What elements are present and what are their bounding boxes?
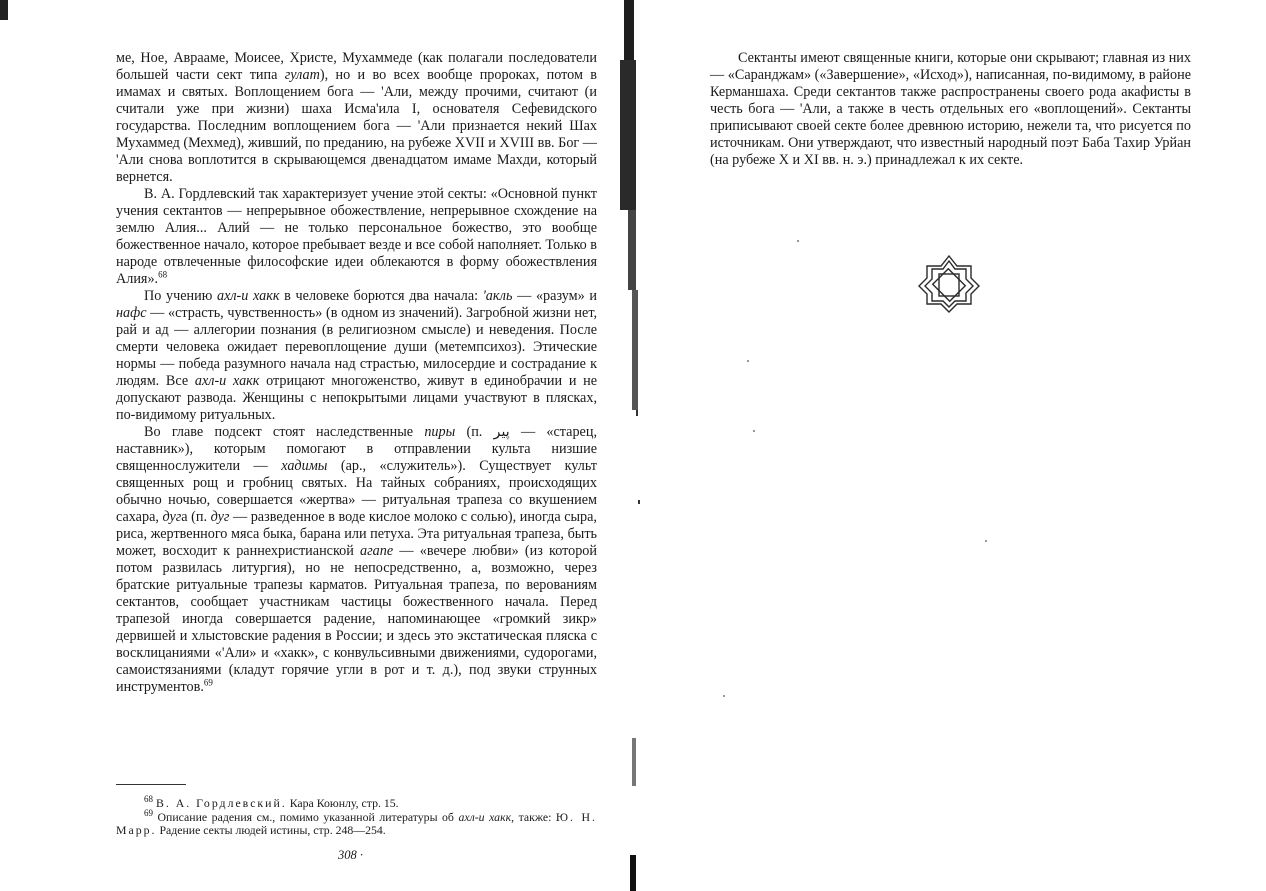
footnote-68: $^{68}$ В. А. Гордлевский. Кара Коюнлу, стр. 15.	[144, 794, 399, 810]
gutter-shadow	[624, 0, 634, 60]
note-ref: 68	[158, 269, 168, 280]
footnote-author: Ю. Н. Марр.	[116, 809, 597, 837]
gutter-shadow	[632, 738, 636, 786]
paragraph-1: Сектанты имеют священные книги, которые они скрывают; главная из них — «Саранджам» («Завершение», «Исход»), написанная, по-видимому, в районе Керманшаха. Среди сектантов также распространены своего рода акафисты в честь бога — 'Али, а также в честь отдельных его «воплощений». Сектанты приписывают своей секте более древнюю историю, нежели та, что рисуется по источникам. Они утверждают, что известный народный поэт Баба Тахир Урйан (на рубеже X и XI вв. н. э.) принадлежал к их секте.	[710, 50, 1191, 168]
gutter-shadow	[628, 210, 636, 290]
paragraph-3: По учению ахл-и хакк в человеке борются два начала: 'акль — «разум» и нафс — «страсть, чувственность» (в одном из значений). Загробной жизни нет, рай и ад — аллегории познания (в религиозном смысле) и неведения. После смерти человека ожидает перевоплощение души (метемпсихоз). Этические нормы — победа разумного начала над страстью, милосердие и сострадание к людям. Все ахл-и хакк отрицают многоженство, живут в единобрачии и не допускают развода. Женщины с непокрытыми лицами участвуют в плясках, по-видимому ритуальных.	[116, 288, 597, 423]
footnote-author: В. А. Гордлевский.	[155, 796, 287, 810]
note-ref: 69	[203, 677, 213, 688]
paragraph-1: ме, Ное, Аврааме, Моисее, Христе, Мухаммеде (как полагали последователи большей части сект типа гулат), но и во всех вообще пророках, потом в имамах и святых. Воплощением бога — 'Али, между прочими, считают (и считали уже при жизни) шаха Исма'ила I, основателя Сефевидского государства. Последним воплощением бога — 'Али признается некий Шах Мухаммед (Мехмед), живший, по преданию, на рубеже XVII и XVIII вв. Бог — 'Али снова воплотится в скрывающемся двенадцатом имаме Махди, который вернется.	[116, 50, 597, 185]
star-ornament-icon	[915, 252, 983, 316]
page-number: 308 ·	[338, 848, 363, 862]
footnotes	[116, 784, 597, 838]
gutter-shadow	[620, 60, 636, 210]
left-text-column	[116, 50, 597, 696]
paragraph-4: Во главе подсект стоят наследственные пиры (п. پیر — «старец, наставник»), которым помогают в отправлении культа низшие священнослужители — хадимы (ар., «служитель»). Существует культ священных рощ и гробниц святых. На тайных собраниях, происходящих обычно ночью, совершается «жертва» — ритуальная трапеза со вкушением сахара, дуга (п. дуг — разведенное в воде кислое молоко с солью), иногда сыра, риса, жертвенного мяса быка, барана или петуха. Эта ритуальная трапеза, быть может, восходит к раннехристианской агапе — «вечере любви» (из которой потом развилась литургия), но не непосредственно, а, возможно, через братские ритуальные трапезы карматов. Ритуальная трапеза, по верованиям сектантов, сообщает участникам частицы божественного начала. Перед трапезой иногда совершается радение, напоминающее «громкий зикр» дервишей и хлыстовские радения в России; и здесь это экстатическая пляска с восклицаниями «'Али» и «хакк», с конвульсивными движениями, судорогами, самоистязаниями (кладут горячие угли в рот и т. д.), под звуки струнных инструментов.$^{69}$	[116, 424, 597, 695]
paragraph-2: В. А. Гордлевский так характеризует учение этой секты: «Основной пункт учения сектантов — непрерывное обожествление, непрерывное схождение на землю Алия... Алий — не только персональное божество, это вообще божественное начало, которое пребывает везде и все собой наполняет. Только в народе отвлеченные философские идеи облекаются в форму обожествления Алия».$^{68}$	[116, 186, 597, 287]
gutter-shadow	[630, 855, 636, 891]
footnote-rule	[116, 784, 186, 785]
footnote-69: $^{69}$ Описание радения см., помимо указанной литературы об ахл-и хакк, также: Ю. Н. Марр. Радение секты людей истины, стр. 248—254.	[116, 807, 597, 837]
left-page	[0, 0, 630, 891]
right-text-column	[710, 50, 1191, 169]
scan-corner-mark	[0, 0, 8, 20]
gutter-shadow	[632, 290, 638, 410]
